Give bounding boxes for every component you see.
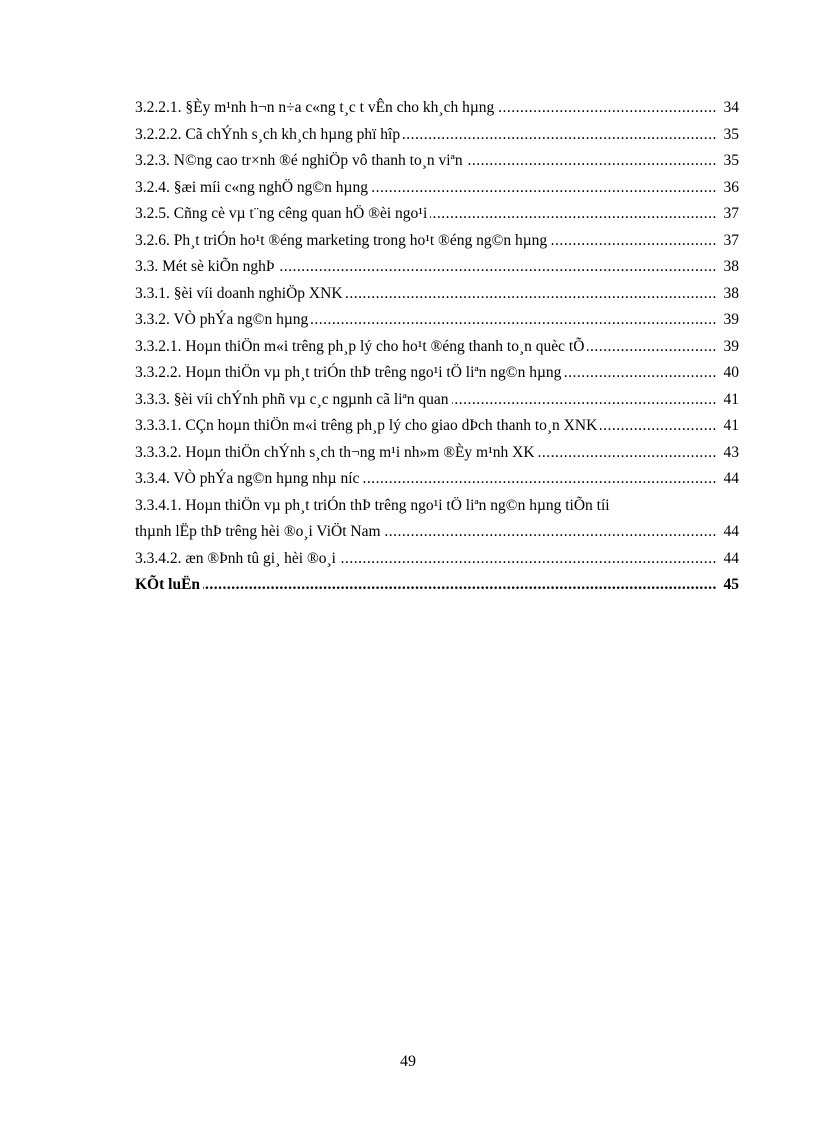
- toc-entry-page: 37: [724, 201, 740, 228]
- toc-entry-page: 40: [724, 360, 740, 387]
- toc-entry-title: 3.3.2. VÒ phÝa ng©n hµng: [135, 307, 311, 334]
- toc-entry-title: 3.3.4. VÒ phÝa ng©n hµng nhµ níc: [135, 466, 362, 493]
- toc-entry: [135, 387, 739, 414]
- toc-entry-page: 39: [724, 334, 740, 361]
- toc-entry-page: 44: [724, 466, 740, 493]
- toc-entry-page: 39: [724, 307, 740, 334]
- toc-entry-title: thµnh lËp thÞ trêng hèi ®o¸i ViÖt Nam: [135, 519, 384, 546]
- toc-entry: [135, 122, 739, 149]
- toc-entry: [135, 307, 739, 334]
- toc-entry: [135, 360, 739, 387]
- toc-entry: [135, 95, 739, 122]
- toc-entry-title: 3.3.4.1. Hoµn thiÖn vµ ph¸t triÓn thÞ trêng ngo¹i tÖ liªn ng©n hµng tiÕn tíi: [135, 493, 739, 520]
- toc-entry: [135, 281, 739, 308]
- toc-entry-title: 3.3.1. §èi víi doanh nghiÖp XNK: [135, 281, 346, 308]
- toc-entry: [135, 440, 739, 467]
- toc-entry: [135, 201, 739, 228]
- table-of-contents: [135, 95, 739, 599]
- toc-entry-conclusion: [135, 572, 739, 599]
- page-number: 49: [400, 1053, 416, 1070]
- toc-entry-page: 37: [724, 228, 740, 255]
- toc-entry: [135, 148, 739, 175]
- toc-entry-page: 35: [724, 122, 740, 149]
- toc-entry-title: 3.3.4.2. æn ®Þnh tû gi¸ hèi ®o¸i: [135, 546, 339, 573]
- toc-entry-title: 3.3.2.1. Hoµn thiÖn m«i trêng ph¸p lý cho ho¹t ®éng thanh to¸n quèc tÕ: [135, 334, 587, 361]
- toc-entry-title: 3.3. Mét sè kiÕn nghÞ: [135, 254, 278, 281]
- toc-entry-title: 3.2.6. Ph¸t triÓn ho¹t ®éng marketing trong ho¹t ®éng ng©n hµng: [135, 228, 550, 255]
- toc-entry: [135, 466, 739, 493]
- toc-entry: [135, 493, 739, 520]
- toc-entry: [135, 413, 739, 440]
- toc-entry-title: 3.2.5. Cñng cè vµ t¨ng cêng quan hÖ ®èi ngo¹i: [135, 201, 430, 228]
- toc-entry-title: KÕt luËn: [135, 572, 203, 599]
- toc-entry-page: 34: [724, 95, 740, 122]
- toc-entry-page: 45: [724, 572, 740, 599]
- toc-entry-page: 41: [724, 387, 740, 414]
- toc-entry-title: 3.2.4. §æi míi c«ng nghÖ ng©n hµng: [135, 175, 371, 202]
- toc-entry-title: 3.2.2.1. §Èy m¹nh h¬n n÷a c«ng t¸c t vÊn cho kh¸ch hµng: [135, 95, 497, 122]
- toc-entry: [135, 546, 739, 573]
- toc-entry-page: 41: [724, 413, 740, 440]
- toc-entry-title: 3.3.3. §èi víi chÝnh phñ vµ c¸c ngµnh cã liªn quan: [135, 387, 452, 414]
- toc-entry-page: 44: [724, 519, 740, 546]
- toc-entry-page: 44: [724, 546, 740, 573]
- toc-entry-title: 3.3.3.1. CÇn hoµn thiÖn m«i trêng ph¸p lý cho giao dÞch thanh to¸n XNK: [135, 413, 600, 440]
- toc-entry-title: 3.3.3.2. Hoµn thiÖn chÝnh s¸ch th¬ng m¹i nh»m ®Èy m¹nh XK: [135, 440, 538, 467]
- toc-entry-page: 43: [724, 440, 740, 467]
- toc-entry: [135, 519, 739, 546]
- toc-entry: [135, 228, 739, 255]
- dot-leader: [135, 572, 717, 599]
- toc-entry-title: 3.3.2.2. Hoµn thiÖn vµ ph¸t triÓn thÞ trêng ngo¹i tÖ liªn ng©n hµng: [135, 360, 564, 387]
- toc-entry: [135, 175, 739, 202]
- toc-entry-title: 3.2.2.2. Cã chÝnh s¸ch kh¸ch hµng phï hîp: [135, 122, 403, 149]
- toc-entry-page: 38: [724, 281, 740, 308]
- toc-entry: [135, 334, 739, 361]
- toc-entry-page: 36: [724, 175, 740, 202]
- toc-entry-page: 35: [724, 148, 740, 175]
- toc-entry-page: 38: [724, 254, 740, 281]
- toc-entry-title: 3.2.3. N©ng cao tr×nh ®é nghiÖp vô thanh to¸n viªn: [135, 148, 466, 175]
- toc-entry: [135, 254, 739, 281]
